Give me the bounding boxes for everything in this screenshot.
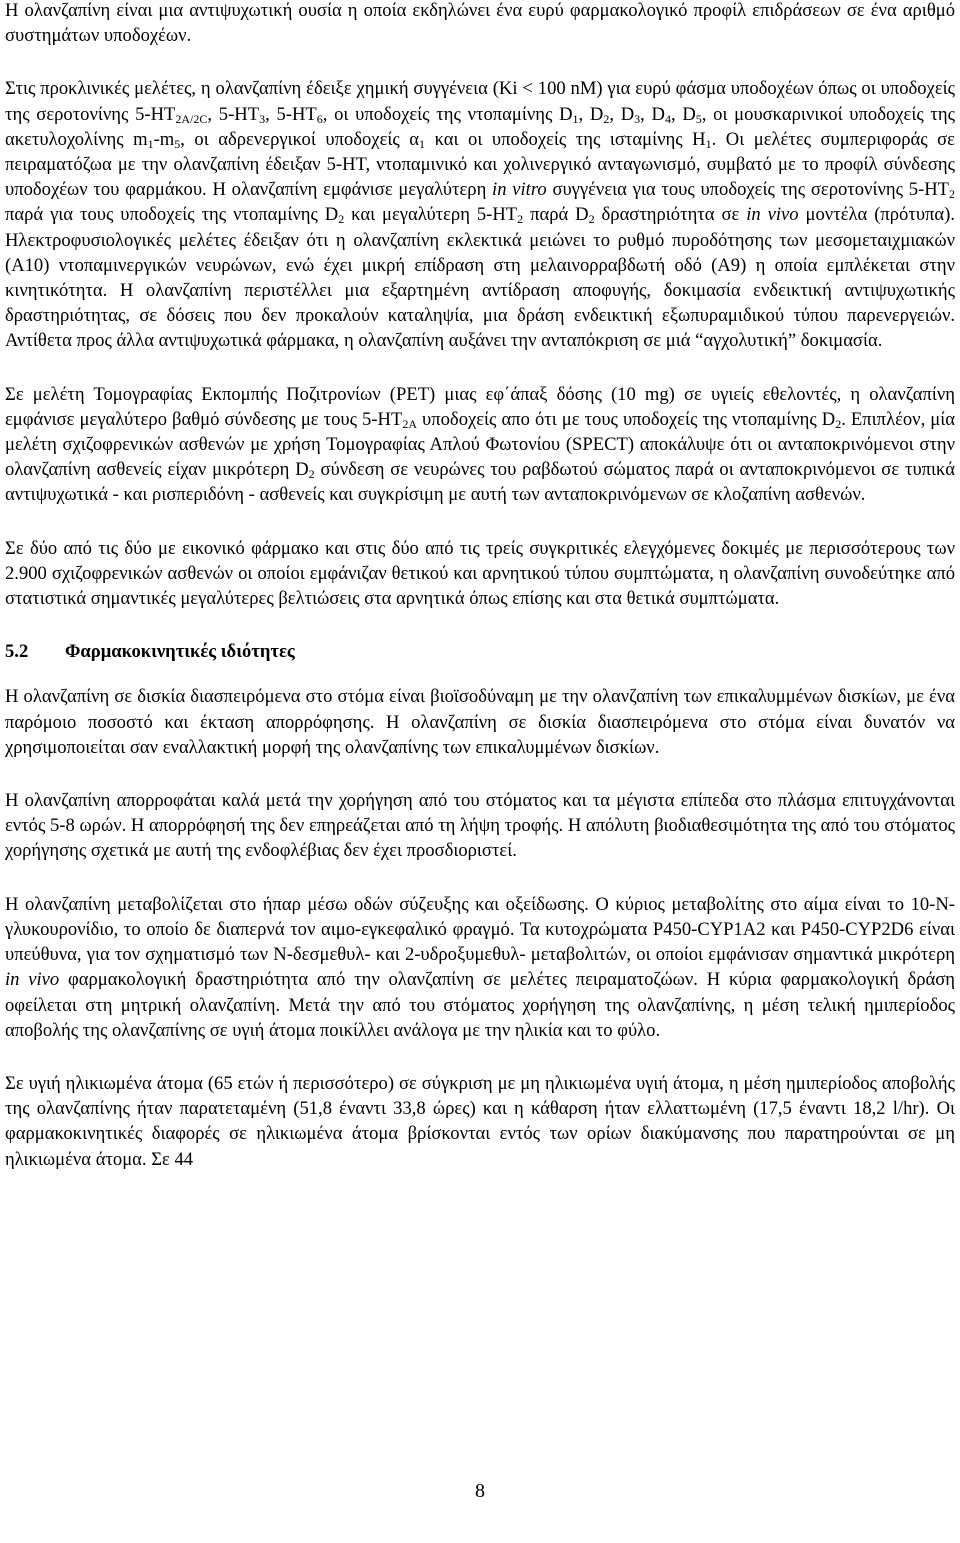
text-run: δραστηριότητα σε <box>594 204 747 226</box>
text-run: , 5-HT <box>207 103 260 125</box>
paragraph <box>5 382 955 508</box>
body-text-section-1 <box>5 0 955 611</box>
subscript-text: 5 <box>695 111 702 126</box>
text-run: Η ολανζαπίνη μεταβολίζεται στο ήπαρ μέσω οδών σύζευξης και οξείδωσης. Ο κύριος μεταβολίτης στο αίμα είναι το 10-N-γλυκουρονίδιο, το οποίο δε διαπερνά τον αιμο-εγκεφαλικό φραγμό. Τα κυτοχρώματα P450-CYP1A2 και P450-CYP2D6 είναι υπεύθυνα, για τον σχηματισμό των N-δεσμεθυλ- και 2-υδροξυμεθυλ- μεταβολιτών, οι οποίοι εμφάνισαν σημαντικά μικρότερη <box>5 893 955 966</box>
text-run: παρά για τους υποδοχείς της ντοπαμίνης D <box>5 204 339 226</box>
text-run: υποδοχείς απο ότι με τους υποδοχείς της ντοπαμίνης D <box>417 408 836 430</box>
text-run: , οι αδρενεργικοί υποδοχείς α <box>180 128 420 150</box>
text-run: , 5-HT <box>265 103 317 125</box>
subscript-text: 2A/2C <box>175 111 208 126</box>
text-run: , D <box>609 103 635 125</box>
subscript-text: 1 <box>419 136 426 151</box>
italic-text: in vivo <box>746 204 799 226</box>
paragraph <box>5 1071 955 1172</box>
text-run: Η ολανζαπίνη σε δισκία διασπειρόμενα στο στόμα είναι βιοϊσοδύναμη με την ολανζαπίνη των επικαλυμμένων δισκίων, με ένα παρόμοιο ποσοστό και έκταση απορρόφησης. Η ολανζαπίνη σε δισκία διασπειρόμενα στο στόμα είναι δυνατόν να χρησιμοποιείται σαν εναλλακτική μορφή της ολανζαπίνης των επικαλυμμένων δισκίων. <box>5 686 955 758</box>
text-run: παρά D <box>523 204 589 226</box>
paragraph <box>5 892 955 1043</box>
subscript-text: 4 <box>664 111 671 126</box>
subscript-text: 5 <box>174 136 181 151</box>
text-run: φαρμακολογική δραστηριότητα από την ολανζαπίνη σε μελέτες πειραματοζώων. Η κύρια φαρμακολογική δράση οφείλεται στη μητρική ολανζαπίνη. Μετά την από του στόματος χορήγηση της ολανζαπίνης, η μέση τελική ημιπερίοδος αποβολής της ολανζαπίνης σε υγιή άτομα ποικίλλει ανάλογα με την ηλικία και το φύλο. <box>5 969 955 1041</box>
subscript-text: 2 <box>308 467 315 482</box>
text-run: συγγένεια για τους υποδοχείς της σεροτονίνης 5-HT <box>546 179 949 201</box>
subscript-text: 2 <box>603 111 610 126</box>
text-run: και οι υποδοχείς της ισταμίνης H <box>425 128 706 150</box>
subscript-text: 1 <box>147 136 154 151</box>
section-number: 5.2 <box>5 641 29 663</box>
subscript-text: 2 <box>835 416 842 431</box>
text-run: Σε δύο από τις δύο με εικονικό φάρμακο και στις δύο από τις τρείς συγκριτικές ελεγχόμενες δοκιμές με περισσότερους των 2.900 σχιζοφρενικών ασθενών οι οποίοι εμφάνιζαν θετικού και αρνητικού τύπου συμπτώματα, η ολανζαπίνη συνοδεύτηκε από στατιστικά σημαντικές μεγαλύτερες βελτιώσεις στα αρνητικά όπως επίσης και στα θετικά συμπτώματα. <box>5 537 955 610</box>
text-run: μοντέλα (πρότυπα). Ηλεκτροφυσιολογικές μελέτες έδειξαν ότι η ολανζαπίνη εκλεκτικά μειώνει το ρυθμό πυροδότησης των μεσομεταιχμιακών (A10) ντοπαμινεργικών νευρώνων, ενώ έχει μικρή επίδραση στη μελαινορραβδωτή οδό (A9) η οποία εμπλέκεται στην κινητικότητα. Η ολανζαπίνη περιστέλλει μια εξαρτημένη αντίδραση αποφυγής, δοκιμασία ενδεικτική αντιψυχωτικής δραστηριότητας, σε δόσεις που δεν προκαλούν καταληψία, μια δράση ενδεικτική εξωπυραμιδικού τύπου παρενεργειών. Αντίθετα προς άλλα αντιψυχωτικά φάρμακα, η ολανζαπίνη αυξάνει την ανταπόκριση σε μιά “αγχολυτική” δοκιμασία. <box>5 204 955 352</box>
text-run: , D <box>578 103 604 125</box>
text-run: , D <box>640 103 665 125</box>
text-run: , D <box>670 103 696 125</box>
text-run: και μεγαλύτερη 5-HT <box>344 204 518 226</box>
page-number: 8 <box>475 1480 485 1502</box>
subscript-text: 6 <box>316 111 323 126</box>
subscript-text: 1 <box>572 111 579 126</box>
body-text-section-2 <box>5 684 955 1171</box>
text-run: σύνδεσ​η σε νευρώνες του ραβδωτού σώματος παρά οι ανταποκρινόμενοι σε τυπικά αντιψυχωτικά - και ρισπεριδόνη - ασθενείς και συγκρίσιμη με αυτή των ανταποκρινόμενων σε κλοζαπίνη ασθενών. <box>5 459 955 506</box>
subscript-text: 2 <box>517 212 524 227</box>
text-run: Σε μελέτη Τομογραφίας Εκπομπής Ποζιτρονίων (PET) μιας εφ΄άπαξ δόσης (10 mg) σε υγιείς εθελοντές, η ολανζαπίνη εμφάνισε μεγαλύτερο βαθμό σύνδεσης με τους 5-HT <box>5 383 955 430</box>
document-page <box>5 0 955 1200</box>
text-run: , οι μουσκαρινικοί υποδοχείς της ακετυλοχολίνης m <box>5 103 955 150</box>
text-run: Σε υγιή ηλικιωμένα άτομα (65 ετών ή περισσότερο) σε σύγκριση με μη ηλικιωμένα υγιή άτομα, η μέση ημιπερίοδος αποβολής της ολανζαπίνης ήταν παρατεταμένη (51,8 έναντι 33,8 ώρες) και η κάθαρση ήταν ελλαττωμένη (17,5 έναντι 18,2 l/hr). Οι φαρμακοκινητικές διαφορές σε ηλικιωμένα άτομα βρίσκονται εντός των ορίων διακύμανσης που παρατηρούνται σε μη ηλικιωμένα άτομα. Σε 44 <box>5 1072 955 1170</box>
subscript-text: 3 <box>259 111 266 126</box>
italic-text: in vitro <box>492 179 547 201</box>
text-run: . Επιπλέον, μία μελέτη σχιζοφρενικών ασθενών με χρήση Τομογραφίας Απλού Φωτονίου (SPECT) αποκάλυψε ότι οι ανταποκρινόμενοι στην ολανζαπίνη ασθενείς είχαν μικρότερη D <box>5 408 955 481</box>
subscript-text: 2 <box>588 212 595 227</box>
paragraph <box>5 684 955 760</box>
text-run: Η ολανζαπίνη είναι μια αντιψυχωτική ουσία η οποία εκδηλώνει ένα ευρύ φαρμακολογικό προφίλ επιδράσεων σε ένα αριθμό συστημάτων υποδοχέων. <box>5 0 955 47</box>
text-run: Στις προκλινικές μελέτες, η ολανζαπίνη έδειξε χημική συγγένεια (Ki < 100 nM) για ευρύ φάσμα υποδοχέων όπως οι υποδοχείς της σεροτονίνης 5-HT <box>5 78 955 125</box>
section-heading <box>5 639 955 664</box>
text-run: . Οι μελέτες συμπεριφοράς σε πειραματόζωα με την ολανζαπίνη έδειξαν 5-HT, ντοπαμινικό και χολινεργικό ανταγωνισμό, συμβατό με το προφίλ σύνδεσης υποδοχέων του φαρμάκου. Η ολανζαπίνη εμφάνισε μεγαλύτερη <box>5 128 955 201</box>
subscript-text: 2 <box>338 212 345 227</box>
section-title: Φαρμακοκινητικές ιδιότητες <box>65 641 295 663</box>
subscript-text: 2A <box>402 416 417 431</box>
text-run: , οι υποδοχείς της ντοπαμίνης D <box>322 103 573 125</box>
text-run: -m <box>153 128 175 150</box>
text-run: Η ολανζαπίνη απορροφάται καλά μετά την χορήγηση από του στόματος και τα μέγιστα επίπεδα στο πλάσμα επιτυγχάνονται εντός 5-8 ωρών. Η απορρόφησή της δεν επηρεάζεται από τη λήψη τροφής. Η απόλυτη βιοδιαθεσιμότητα της από του στόματος χορήγησης σχετικά με αυτή της ενδοφλέβιας δεν έχει προσδιοριστεί. <box>5 790 955 862</box>
italic-text: in vivo <box>5 969 60 991</box>
paragraph <box>5 536 955 612</box>
paragraph <box>5 788 955 864</box>
subscript-text: 2 <box>949 187 955 202</box>
subscript-text: 1 <box>705 136 712 151</box>
paragraph <box>5 76 955 353</box>
subscript-text: 3 <box>634 111 641 126</box>
paragraph <box>5 0 955 48</box>
